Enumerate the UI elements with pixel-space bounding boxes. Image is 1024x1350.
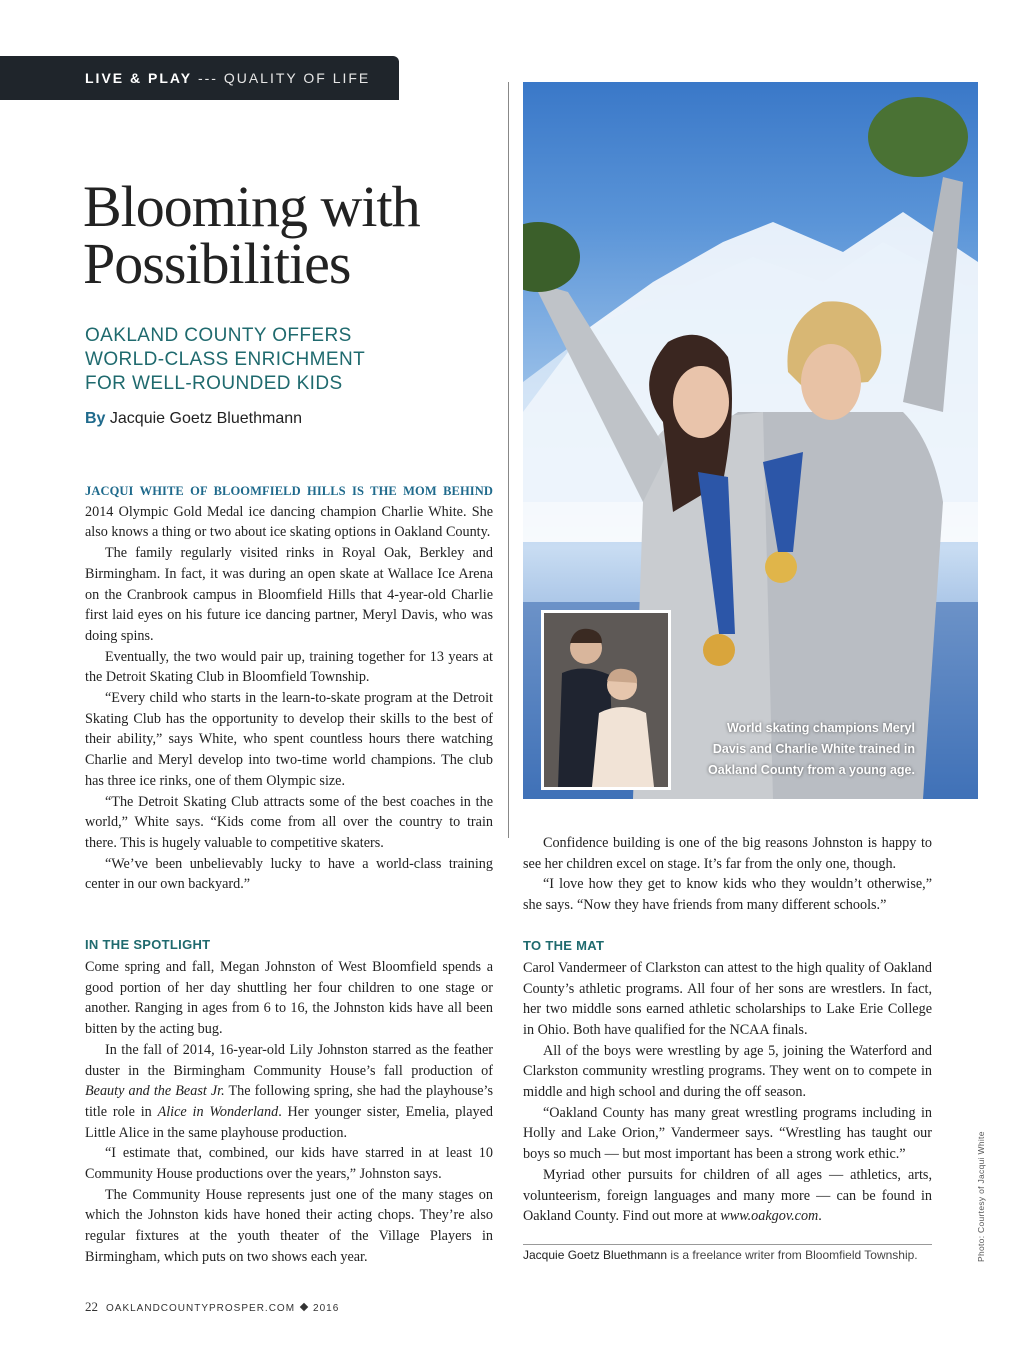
lead-caps: JACQUI WHITE OF BLOOMFIELD HILLS IS THE MOM BEHIND bbox=[85, 484, 493, 498]
paragraph: The Community House represents just one of the many stages on which the Johnston kids have honed their acting chops. They’re also regular fixtures at the youth theater of the Village Players in Birmingham, which puts on two shows each year. bbox=[85, 1186, 493, 1265]
paragraph: Come spring and fall, Megan Johnston of West Bloomfield spends a good portion of her day shuttling her four children to one stage or another. Ranging in ages from 6 to 16, the Johnston kids have all been bitten by the acting bug. bbox=[85, 959, 493, 1038]
paragraph: All of the boys were wrestling by age 5, joining the Waterford and Clarkston community wrestling programs. They went on to compete in middle and high school and during the off season. bbox=[523, 1042, 932, 1101]
childhood-inset-photo bbox=[541, 610, 671, 790]
author-bio: Jacquie Goetz Bluethmann is a freelance writer from Bloomfield Township. bbox=[523, 1248, 918, 1262]
subtitle-line-2: WORLD-CLASS ENRICHMENT bbox=[85, 349, 366, 370]
article-subtitle bbox=[85, 324, 365, 396]
paragraph: “We’ve been unbelievably lucky to have a world-class training center in our own backyard.” bbox=[85, 855, 493, 893]
show-title: Alice in Wonderland bbox=[157, 1103, 279, 1120]
section-heading-spotlight: IN THE SPOTLIGHT bbox=[85, 937, 211, 952]
paragraph: JACQUI WHITE OF BLOOMFIELD HILLS IS THE MOM BEHIND 2014 Olympic Gold Medal ice dancing champion Charlie White. She also knows a thing or two about ice skating options in Oakland County. bbox=[85, 484, 493, 541]
website-link[interactable]: www.oakgov.com bbox=[720, 1208, 819, 1225]
paragraph: Eventually, the two would pair up, training together for 13 years at the Detroit Skating Club in Bloomfield Township. bbox=[85, 648, 493, 686]
byline-author: Jacquie Goetz Bluethmann bbox=[109, 410, 303, 427]
paragraph: “I estimate that, combined, our kids have starred in at least 10 Community House productions over the years,” Johnston says. bbox=[85, 1145, 493, 1183]
section-heading-mat: TO THE MAT bbox=[523, 937, 605, 953]
childhood-illustration bbox=[544, 613, 668, 787]
show-title: Beauty and the Beast Jr. bbox=[85, 1083, 225, 1100]
subtitle-line-3: FOR WELL-ROUNDED KIDS bbox=[85, 373, 343, 394]
paragraph: “The Detroit Skating Club attracts some of the best coaches in the world,” White says. “Kids come from all over the country to train there. This is hugely valuable to competitive skaters. bbox=[85, 793, 493, 851]
paragraph: In the fall of 2014, 16-year-old Lily Johnston starred as the feather duster in the Birmingham Community House’s fall production of Beauty and the Beast Jr. The following spring, she had the playhouse’s title role in Alice in Wonderland. Her younger sister, Emelia, played Little Alice in the same playhouse production. bbox=[85, 1041, 493, 1141]
page-footer bbox=[85, 1299, 339, 1315]
left-column-lower bbox=[85, 935, 493, 1268]
footer-year: 2016 bbox=[313, 1303, 340, 1314]
article-title bbox=[83, 174, 420, 296]
photo-caption: World skating champions Meryl Davis and Charlie White trained in Oakland County from a young age. bbox=[708, 721, 915, 777]
diamond-icon bbox=[300, 1303, 308, 1311]
bio-author-name: Jacquie Goetz Bluethmann bbox=[523, 1248, 668, 1262]
section-header-bar bbox=[0, 56, 399, 100]
title-line-2: Possibilities bbox=[83, 231, 351, 296]
paragraph: “Every child who starts in the learn-to-skate program at the Detroit Skating Club has the opportunity to develop their skills to the best of their ability,” says White, who spent countless hours there watching Charlie and Meryl develop into two-time world champions. The club has three ice rinks, one of them Olympic size. bbox=[85, 690, 493, 789]
right-column bbox=[523, 833, 932, 1227]
subsection-label: QUALITY OF LIFE bbox=[223, 70, 371, 86]
subtitle-line-1: OAKLAND COUNTY OFFERS bbox=[85, 325, 352, 346]
paragraph: Myriad other pursuits for children of all ages — athletics, arts, volunteerism, foreign languages and many more — can be found in Oakland County. Find out more at www.oakgov.com. bbox=[523, 1166, 932, 1225]
title-line-1: Blooming with bbox=[83, 174, 420, 239]
byline-prefix: By bbox=[85, 410, 106, 427]
bio-divider bbox=[523, 1244, 932, 1245]
paragraph: Confidence building is one of the big reasons Johnston is happy to see her children excel on stage. It’s far from the only one, though. bbox=[523, 835, 932, 872]
byline bbox=[85, 410, 302, 428]
photo-credit: Photo: Courtesy of Jacqui White bbox=[976, 1131, 986, 1262]
column-divider bbox=[508, 82, 509, 838]
left-column-upper bbox=[85, 481, 493, 895]
paragraph: Carol Vandermeer of Clarkston can attest to the high quality of Oakland County’s athletic programs. All four of her sons are wrestlers. In fact, her two middle sons earned athletic scholarships to Lake Erie College in Ohio. Both have qualified for the NCAA finals. bbox=[523, 959, 932, 1038]
paragraph: The family regularly visited rinks in Royal Oak, Berkley and Birmingham. In fact, it was during an open skate at Wallace Ice Arena on the Cranbrook campus in Bloomfield Hills that 4-year-old Charlie first laid eyes on his future ice dancing partner, Meryl Davis, who was doing spins. bbox=[85, 545, 493, 644]
footer-site: OAKLANDCOUNTYPROSPER.COM bbox=[106, 1303, 296, 1314]
paragraph: “I love how they get to know kids who they wouldn’t otherwise,” she says. “Now they have friends from many different schools.” bbox=[523, 876, 932, 914]
section-label: LIVE & PLAY bbox=[85, 70, 193, 86]
paragraph: “Oakland County has many great wrestling programs including in Holly and Lake Orion,” Vandermeer says. “Wrestling has taught our boys so much — but most important has been a strong work ethic.” bbox=[523, 1104, 932, 1163]
page-number: 22 bbox=[85, 1299, 98, 1314]
section-separator: --- bbox=[192, 70, 224, 86]
